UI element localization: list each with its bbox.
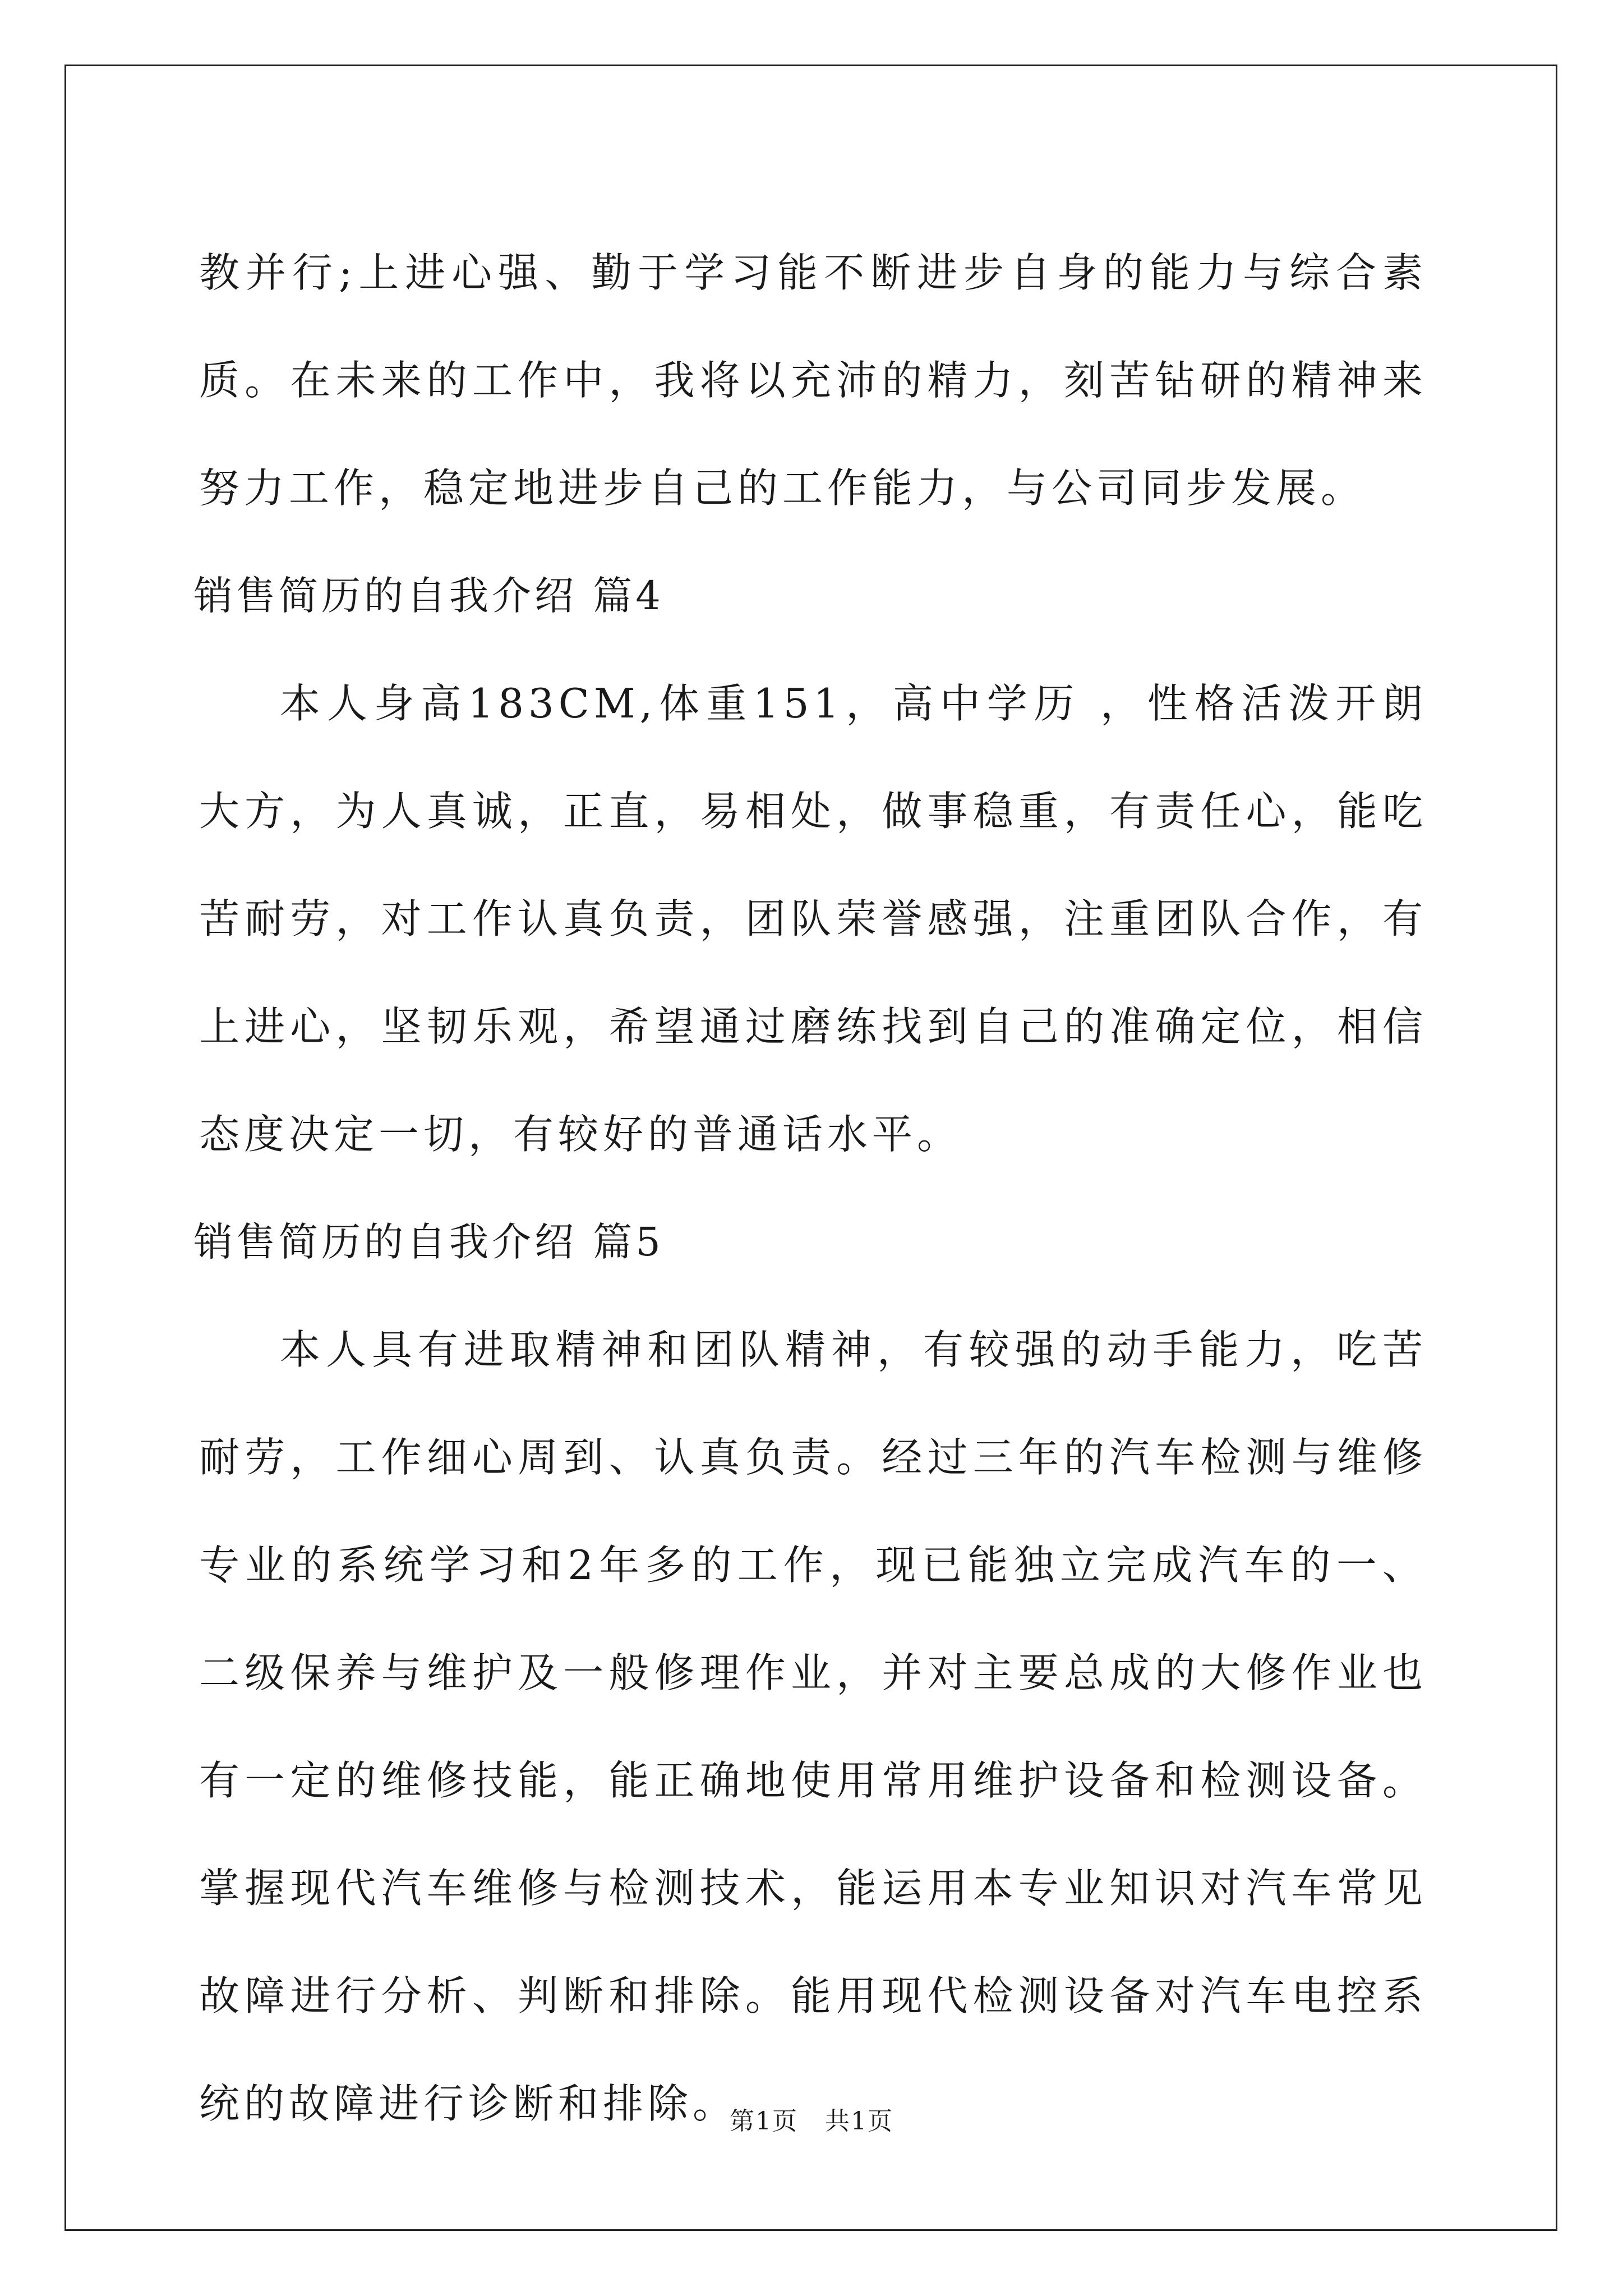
- document-body: [193, 219, 1427, 2157]
- section-heading-5: 销售简历的自我介绍 篇5: [193, 1219, 664, 1265]
- section-heading-4: 销售简历的自我介绍 篇4: [193, 573, 664, 619]
- total-pages: 共1页: [825, 2107, 893, 2136]
- paragraph-section-4: 本人身高183CM,体重151，高中学历 ，性格活泼开朗大方，为人真诚，正直，易相处，做事稳重，有责任心，能吃苦耐劳，对工作认真负责，团队荣誉感强，注重团队合作，有上进心，坚韧乐观，希望通过磨练找到自己的准确定位，相信态度决定一切，有较好的普通话水平。: [199, 680, 1427, 1158]
- page-footer: [0, 2101, 1623, 2137]
- page-number: 第1页: [730, 2107, 798, 2136]
- paragraph-section-5: 本人具有进取精神和团队精神，有较强的动手能力，吃苦耐劳，工作细心周到、认真负责。经过三年的汽车检测与维修专业的系统学习和2年多的工作，现已能独立完成汽车的一、二级保养与维护及一般修理作业，并对主要总成的大修作业也有一定的维修技能，能正确地使用常用维护设备和检测设备。 掌握现代汽车维修与检测技术，能运用本专业知识对汽车常见故障进行分析、判断和排除。能用现代检测设备对汽车电控系统的故障进行诊断和排除。: [199, 1326, 1427, 2127]
- paragraph-continuation: 教并行;上进心强、勤于学习能不断进步自身的能力与综合素质。在未来的工作中，我将以充沛的精力，刻苦钻研的精神来努力工作，稳定地进步自己的工作能力，与公司同步发展。: [199, 249, 1427, 512]
